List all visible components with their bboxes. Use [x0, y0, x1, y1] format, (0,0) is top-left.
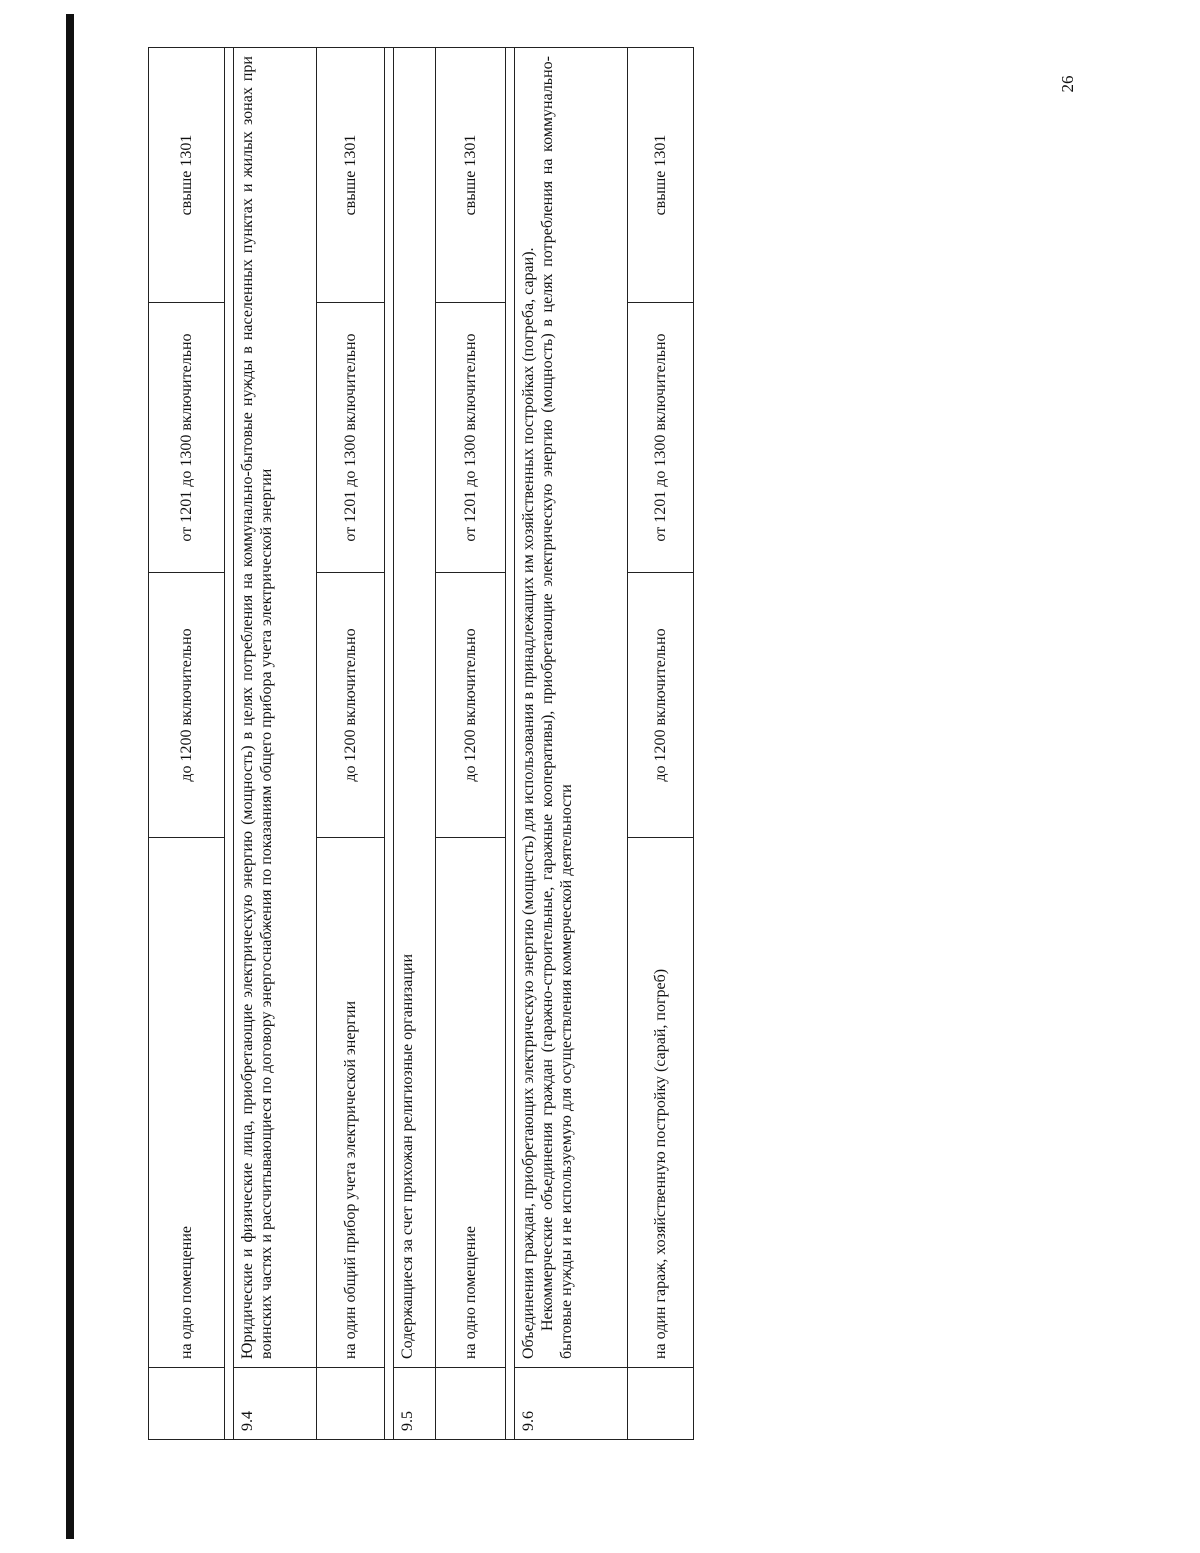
- range-mid: от 1201 до 1300 включительно: [316, 303, 384, 573]
- section-title: [515, 48, 627, 1368]
- range-high: свыше 1301: [149, 48, 225, 303]
- table-row: [436, 48, 506, 1440]
- range-low: до 1200 включительно: [436, 573, 506, 838]
- range-mid: от 1201 до 1300 включительно: [627, 303, 693, 573]
- scan-edge-bar: [66, 14, 74, 1539]
- table-spacer: [225, 48, 234, 1440]
- range-high: свыше 1301: [316, 48, 384, 303]
- row-number: [316, 1368, 384, 1440]
- consumer-category: на одно помещение: [436, 838, 506, 1368]
- section-number: 9.6: [515, 1368, 627, 1440]
- table-row: [316, 48, 384, 1440]
- section-title: Содержащиеся за счет прихожан религиозные организации: [393, 48, 435, 1368]
- section-title: Юридические и физические лица, приобретающие электрическую энергию (мощность) в целях потребления на коммунально-бытовые нужды в населенных пунктах и жилых зонах при воинских частях и рассчитывающиеся по договору энергоснабжения по показаниям общего прибора учета электрической энергии: [234, 48, 316, 1368]
- range-mid: от 1201 до 1300 включительно: [436, 303, 506, 573]
- consumer-category: на один общий прибор учета электрической энергии: [316, 838, 384, 1368]
- range-mid: от 1201 до 1300 включительно: [149, 303, 225, 573]
- section-number: 9.4: [234, 1368, 316, 1440]
- tariff-table: [148, 47, 694, 1440]
- range-high: свыше 1301: [627, 48, 693, 303]
- table-wrapper: [148, 48, 694, 1440]
- table-row: [627, 48, 693, 1440]
- range-low: до 1200 включительно: [149, 573, 225, 838]
- rotated-table-area: [148, 48, 694, 1440]
- table-spacer: [384, 48, 393, 1440]
- row-number: [627, 1368, 693, 1440]
- table-row: [149, 48, 225, 1440]
- range-low: до 1200 включительно: [627, 573, 693, 838]
- section-header-row: [393, 48, 435, 1440]
- range-high: свыше 1301: [436, 48, 506, 303]
- consumer-category: на один гараж, хозяйственную постройку (сарай, погреб): [627, 838, 693, 1368]
- section-header-row: [234, 48, 316, 1440]
- section-title-part-2: Некоммерческие объединения граждан (гаражно-строительные, гаражные кооперативы), приобретающие электрическую энергию (мощность) в целях потребления на коммунально-бытовые нужды и не используемую для осуществления коммерческой деятельности: [539, 56, 576, 1359]
- range-low: до 1200 включительно: [316, 573, 384, 838]
- row-number: [149, 1368, 225, 1440]
- page-number: 26: [1058, 75, 1077, 93]
- section-header-row: [515, 48, 627, 1440]
- consumer-category: на одно помещение: [149, 838, 225, 1368]
- table-spacer: [506, 48, 515, 1440]
- section-number: 9.5: [393, 1368, 435, 1440]
- row-number: [436, 1368, 506, 1440]
- section-title-part-1: Объединения граждан, приобретающих электрическую энергию (мощность) для использования в принадлежащих им хозяйственных постройках (погреба, сараи).: [520, 247, 538, 1359]
